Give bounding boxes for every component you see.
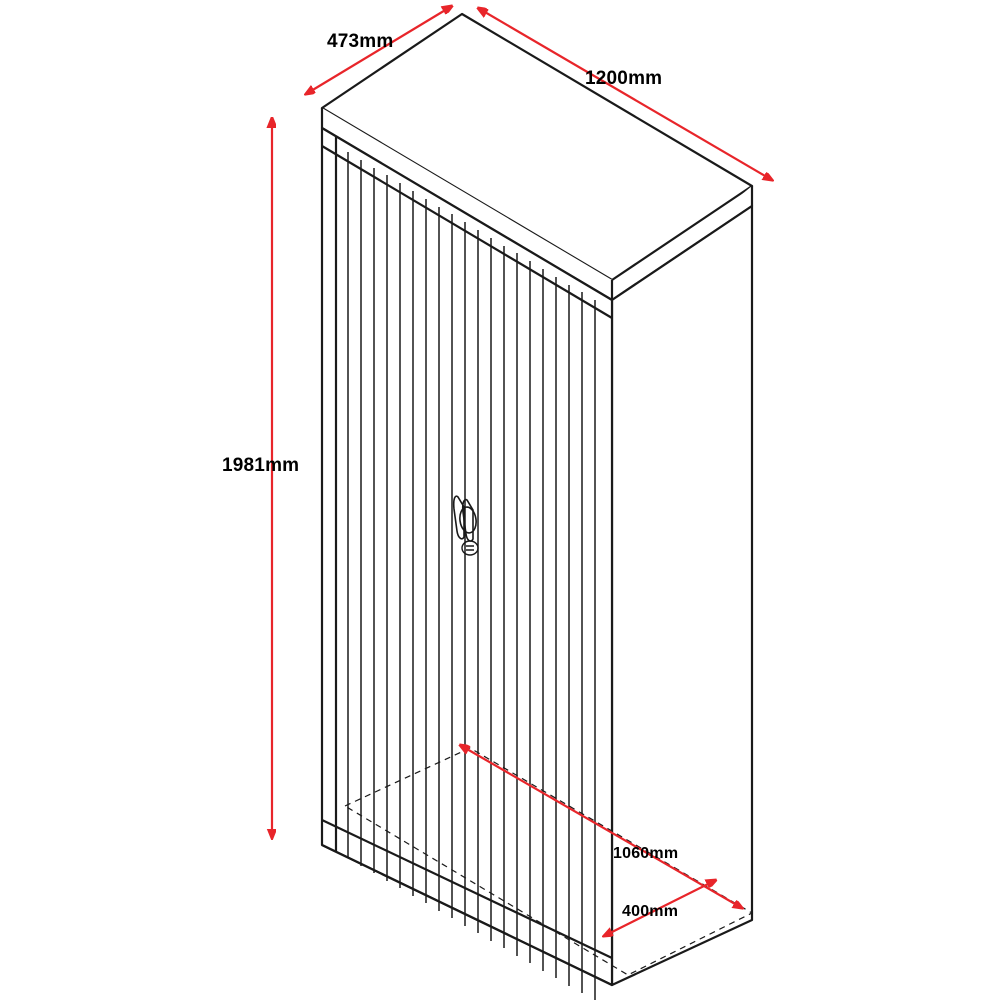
overall-height-dimension-label: 1981mm (222, 455, 300, 476)
overall-depth-dimension-label: 473mm (327, 31, 394, 52)
cabinet-right-side-panel (612, 206, 752, 985)
internal-depth-dimension-label: 400mm (622, 903, 679, 920)
internal-width-dimension-label: 1060mm (613, 845, 679, 862)
overall-width-dimension-label: 1200mm (585, 68, 663, 89)
